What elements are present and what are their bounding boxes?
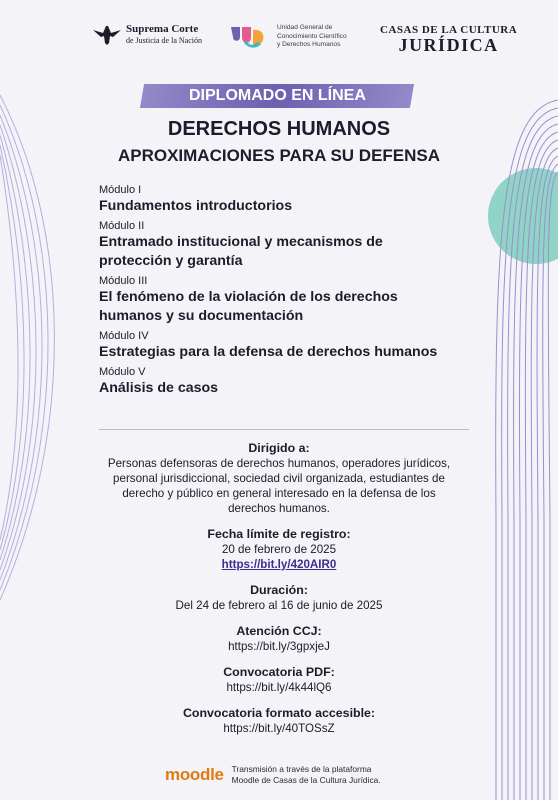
footer	[165, 764, 381, 786]
section-divider	[99, 429, 469, 430]
registro-date: 20 de febrero de 2025	[221, 543, 337, 556]
module-title: Estrategias para la defensa de derechos humanos	[99, 344, 438, 360]
atencion-link[interactable]: https://bit.ly/3gpxjeJ	[228, 640, 330, 653]
ugcc-line-3: y Derechos Humanos	[277, 41, 341, 49]
module-item	[99, 184, 439, 216]
registro-heading: Fecha límite de registro:	[207, 527, 351, 541]
ugcc-logo	[229, 24, 377, 50]
main-subtitle: APROXIMACIONES PARA SU DEFENSA	[117, 146, 441, 165]
module-title: Entramado institucional y mecanismos de protección y garantía	[99, 234, 383, 269]
ugcc-line-1: Unidad General de	[277, 24, 333, 32]
module-list	[99, 184, 439, 402]
module-label: Módulo IV	[99, 330, 149, 342]
accesible-heading: Convocatoria formato accesible:	[182, 706, 376, 720]
banner-label: DIPLOMADO EN LÍNEA	[188, 87, 366, 104]
scjn-name: Suprema Corte	[126, 23, 199, 35]
duracion-heading: Duración:	[250, 583, 308, 597]
module-title: Análisis de casos	[99, 380, 219, 396]
accesible-link[interactable]: https://bit.ly/40TOSsZ	[223, 722, 335, 735]
dirigido-text: Personas defensoras de derechos humanos, operadores jurídicos, personal jurisdiccional, sociedad civil organizada, estudiantes de derecho y público en general interesado en la defensa de los derechos humanos.	[107, 457, 451, 515]
module-label: Módulo I	[99, 184, 142, 196]
program-banner	[140, 84, 414, 108]
dirigido-heading: Dirigido a:	[248, 441, 310, 455]
duracion-text: Del 24 de febrero al 16 de junio de 2025	[175, 599, 383, 612]
pdf-link[interactable]: https://bit.ly/4k44lQ6	[226, 681, 332, 694]
eagle-emblem-icon	[92, 24, 122, 46]
module-label: Módulo V	[99, 366, 146, 378]
ccj-logo	[380, 24, 517, 56]
ccj-line-1: CASAS DE LA CULTURA	[380, 24, 518, 36]
module-item	[99, 220, 439, 271]
footer-line-1: Transmisión a través de la plataforma	[231, 764, 372, 774]
footer-line-2: Moodle de Casas de la Cultura Jurídica.	[231, 775, 381, 785]
module-title: El fenómeno de la violación de los derechos humanos y su documentación	[99, 289, 398, 324]
moodle-logo: moodle	[165, 765, 224, 784]
atencion-heading: Atención CCJ:	[236, 624, 322, 638]
scjn-subname: de Justicia de la Nación	[126, 36, 202, 45]
header-logos	[0, 22, 558, 58]
module-item	[99, 366, 439, 398]
info-section	[99, 440, 459, 736]
module-title: Fundamentos introductorios	[99, 198, 293, 214]
pdf-heading: Convocatoria PDF:	[223, 665, 335, 679]
ugcc-line-2: Conocimiento Científico	[277, 32, 347, 40]
module-label: Módulo II	[99, 220, 145, 232]
main-title: DERECHOS HUMANOS	[167, 118, 391, 140]
scjn-logo	[92, 24, 202, 46]
ug-logo-icon	[229, 24, 269, 50]
ccj-line-2: JURÍDICA	[398, 35, 499, 55]
module-item	[99, 275, 439, 326]
module-label: Módulo III	[99, 275, 148, 287]
module-item	[99, 330, 439, 362]
registro-link[interactable]: https://bit.ly/420AIR0	[221, 558, 337, 571]
